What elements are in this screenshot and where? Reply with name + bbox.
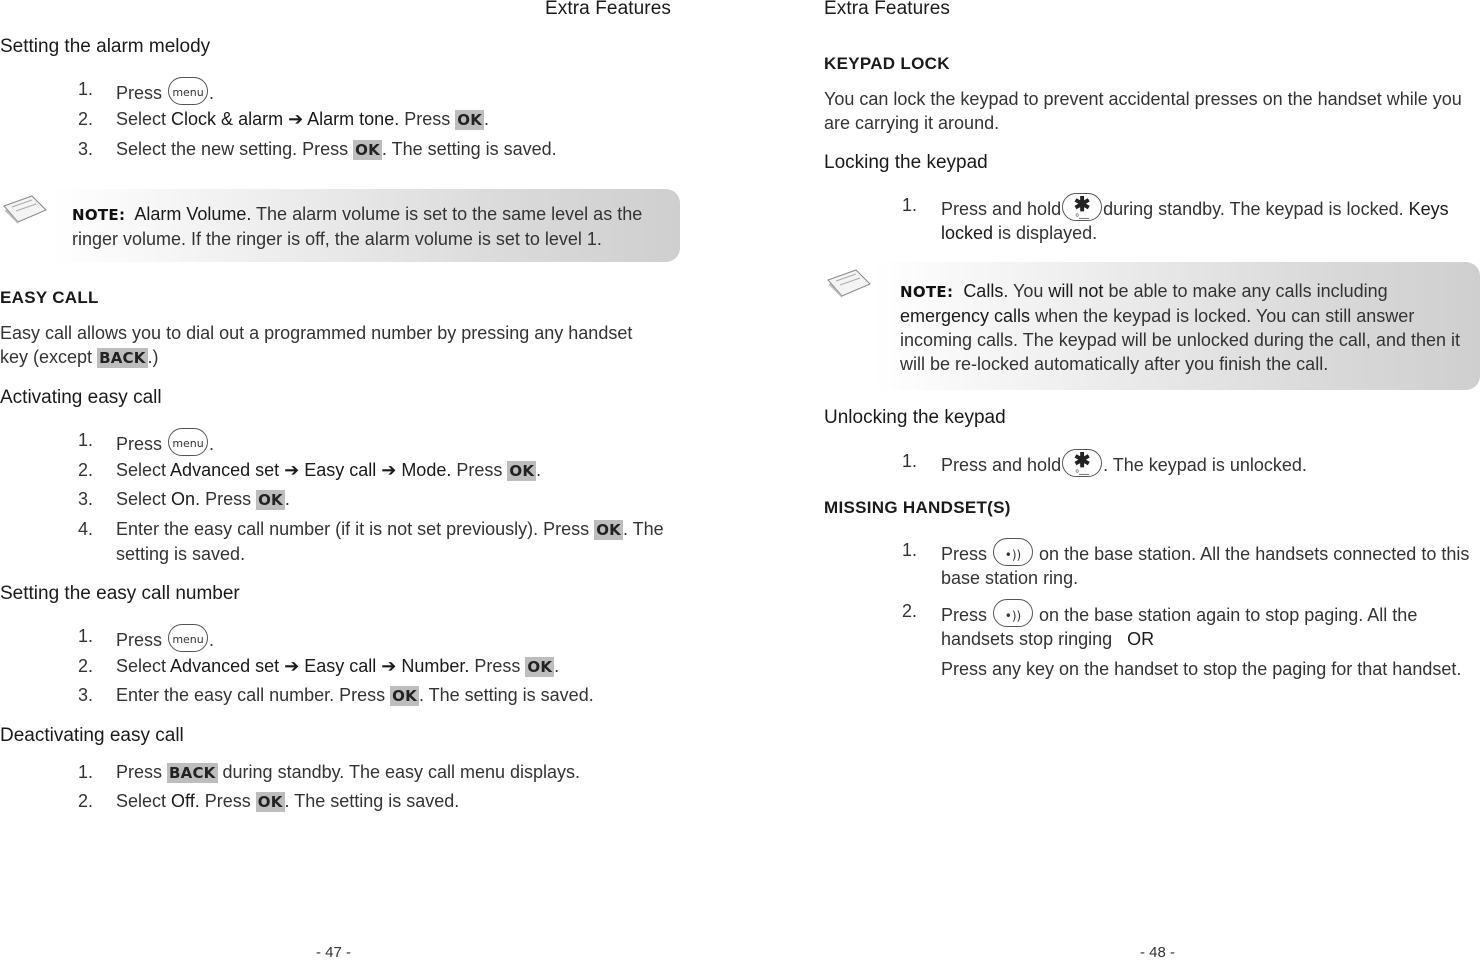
note-pad-icon (2, 194, 48, 224)
page-number-right: - 48 - (1140, 944, 1176, 961)
menu-path: Advanced set ➔ Easy call ➔ Number. (170, 656, 470, 676)
menu-key-icon: menu (168, 624, 208, 652)
ok-key-label: OK (355, 141, 380, 159)
note-label: NOTE: (72, 206, 126, 224)
ok-key-label: OK (258, 491, 283, 509)
heading-missing-handsets: MISSING HANDSET(S) (824, 498, 1011, 517)
back-key-label: BACK (99, 349, 146, 367)
right-page: Extra Features KEYPAD LOCK You can lock the keypad to prevent accidental presses on the handset while you are carrying it around. Locking the keypad 1. Press and hold ✱ °— during standby. The keypad is locked. Keys locked is displayed. NOTE: Calls. You will not be able to make any calls including emergency calls when the keypad is locked. You can still answer incoming calls. The keypad will be unlocked during the call, and then it will be re-locked automatically after you finish the call. Unlocking the keypad 1. Press and hold ✱ °— . The keypad is unlocked. MISSING HANDSET(S) 1. Press •)) on the base station. All the handsets connected to this base station ring. 2. Press •)) on the base station again to stop paging. All the handsets stop ringing OR Press any key on the handset to stop the paging for that handset. - 48 - (822, 0, 1480, 960)
keypad-lock-intro: You can lock the keypad to prevent accidental presses on the handset while you are carrying it around. (824, 89, 1462, 133)
note-text-calls: NOTE: Calls. You will not be able to make any calls including emergency calls when the keypad is locked. You can still answer incoming calls. The keypad will be unlocked during the call, and then it will be re-locked automatically after you finish the call. (900, 281, 1460, 374)
ok-key-label: OK (457, 111, 483, 129)
star-lock-key-icon: ✱ °— (1062, 449, 1102, 477)
heading-activating-easy-call: Activating easy call (0, 387, 162, 408)
heading-locking-keypad: Locking the keypad (824, 152, 988, 173)
heading-keypad-lock: KEYPAD LOCK (824, 54, 950, 73)
ok-key-label: OK (509, 462, 535, 480)
heading-deactivating-easy-call: Deactivating easy call (0, 725, 184, 746)
ok-key-label: OK (596, 521, 621, 539)
running-head-left: Extra Features (545, 0, 672, 19)
page-number-left: - 47 - (316, 944, 352, 961)
running-head-right: Extra Features (824, 0, 951, 19)
ok-key-label: OK (527, 658, 553, 676)
heading-setting-easy-call-number: Setting the easy call number (0, 583, 240, 604)
page-key-icon: •)) (993, 599, 1033, 627)
ok-key-label: OK (392, 687, 417, 705)
heading-unlocking-keypad: Unlocking the keypad (824, 407, 1006, 428)
list-item: 1. Press and hold ✱ °— during standby. The keypad is locked. Keys locked is displayed. (902, 194, 1449, 243)
heading-easy-call: EASY CALL (0, 288, 99, 307)
note-pad-icon (826, 268, 872, 298)
menu-path: Clock & alarm ➔ Alarm tone. (171, 109, 400, 129)
ok-key-label: OK (257, 793, 283, 811)
list-item: 1. Press •)) on the base station. All the handsets connected to this base station ring. (902, 540, 1470, 588)
easy-call-intro: Easy call allows you to dial out a programmed number by pressing any handset key (except BACK .) (0, 323, 633, 367)
note-text-alarm: NOTE: Alarm Volume. The alarm volume is set to the same level as the ringer volume. If the ringer is off, the alarm volume is set to level 1. (72, 204, 643, 249)
note-label: NOTE: (900, 283, 954, 301)
menu-path: Advanced set ➔ Easy call ➔ Mode. (170, 460, 452, 480)
or-label: OR (1127, 629, 1155, 649)
list-item: 2. Press •)) on the base station again to stop paging. All the handsets stop ringing OR Press any key on the handset to stop the paging for that handset. (902, 601, 1462, 679)
back-key-label: BACK (169, 764, 216, 782)
page-key-icon: •)) (993, 538, 1033, 566)
star-lock-key-icon: ✱ °— (1062, 193, 1102, 221)
heading-alarm-melody: Setting the alarm melody (0, 36, 211, 57)
menu-key-icon: menu (168, 428, 208, 456)
left-page: Extra Features Setting the alarm melody 1. Press menu . 2. Select Clock & alarm ➔ Alarm tone. Press OK . 3. Select the new setting. Press OK . The setting is saved. NOTE: Alarm Volume. The alarm volume is set to the same level as the ringer volume. If the ringer is off, the alarm volume is set to level 1. EASY CALL Easy call allows you to dial out a programmed number by pressing any handset key (except BACK .) Activating easy call 1. Press menu . 2. Select Advanced set ➔ Easy call ➔ Mode. Press OK . 3. Select On. Press OK . 4. Enter the easy call number (if it is not set previously). Press OK . The setting is saved. Setting the easy call number 1. Press menu . 2. Select Advanced set ➔ Easy call ➔ Number. Press OK . 3. Enter the easy call number. Press OK . The setting is saved. Deactivating easy call 1. Press BACK during standby. The easy call menu displays. 2. Select Off. Press OK . The setting is saved. - 47 - (0, 0, 690, 960)
menu-key-icon: menu (168, 77, 208, 105)
list-item: 4. Enter the easy call number (if it is not set previously). Press OK . The setting is saved. (78, 519, 664, 564)
